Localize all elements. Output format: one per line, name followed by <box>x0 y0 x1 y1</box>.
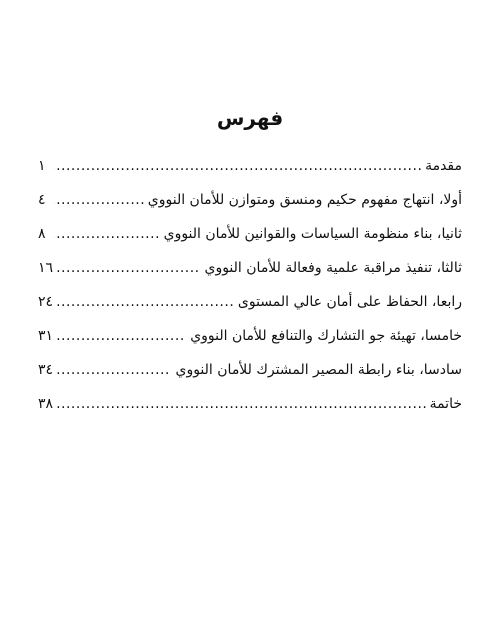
page-title: فهرس <box>216 106 284 130</box>
toc-page-number: ١ <box>38 149 54 183</box>
toc-page-number: ٣١ <box>38 319 57 353</box>
toc-page-number: ١٦ <box>38 251 57 285</box>
toc-entry-title: رابعا، الحفاظ على أمان عالي المستوى <box>234 285 462 319</box>
toc-page-number: ٤ <box>38 183 54 217</box>
toc-entry-section-2 <box>38 217 462 251</box>
toc-entry-section-5 <box>38 319 462 353</box>
toc-entry-section-4 <box>38 285 462 319</box>
toc-entry-section-1 <box>38 183 462 217</box>
toc-entry-title: ثالثا، تنفيذ مراقبة علمية وفعالة للأمان النووي <box>200 251 462 285</box>
toc-entry-conclusion <box>38 387 462 421</box>
toc-page-number: ٣٤ <box>38 353 57 387</box>
toc-entry-title: خاتمة <box>426 387 462 421</box>
toc-entry-title: مقدمة <box>421 149 462 183</box>
toc-entry-title: أولا، انتهاج مفهوم حكيم ومنسق ومتوازن للأمان النووي <box>144 183 462 217</box>
table-of-contents <box>38 149 462 421</box>
toc-entry-section-3 <box>38 251 462 285</box>
toc-entry-title: ثانيا، بناء منظومة السياسات والقوانين للأمان النووي <box>160 217 462 251</box>
toc-entry-introduction <box>38 149 462 183</box>
toc-entry-section-6 <box>38 353 462 387</box>
toc-page-number: ٢٤ <box>38 285 57 319</box>
toc-page-number: ٣٨ <box>38 387 57 421</box>
toc-page-number: ٨ <box>38 217 54 251</box>
toc-entry-title: خامسا، تهيئة جو التشارك والتنافع للأمان النووي <box>186 319 462 353</box>
toc-entry-title: سادسا، بناء رابطة المصير المشترك للأمان النووي <box>171 353 462 387</box>
